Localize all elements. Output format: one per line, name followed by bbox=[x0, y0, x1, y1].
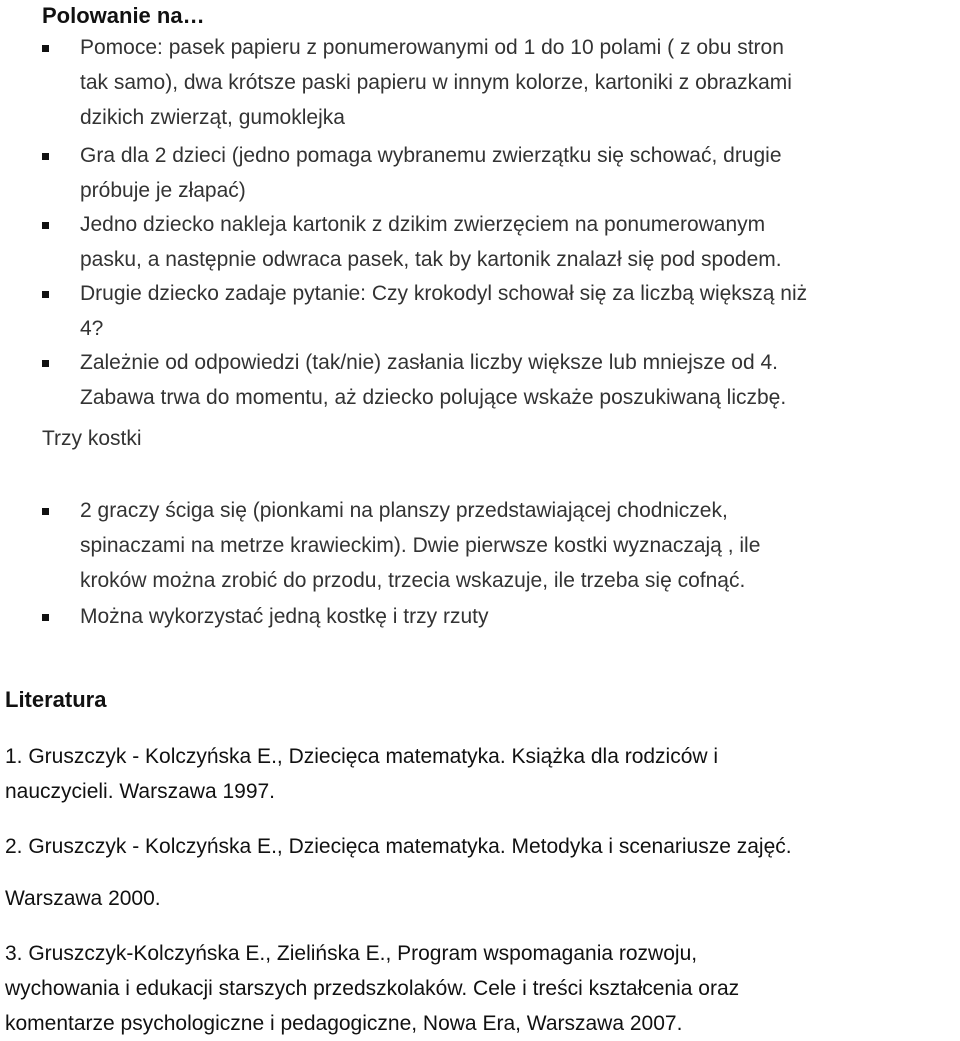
list-item-line: kroków można zrobić do przodu, trzecia wskazuje, ile trzeba się cofnąć. bbox=[80, 569, 746, 592]
literature-line: Warszawa 2000. bbox=[5, 887, 161, 910]
list-item-line: spinaczami na metrze krawieckim). Dwie pierwsze kostki wyznaczają , ile bbox=[80, 534, 761, 557]
list-item-line: 2 graczy ściga się (pionkami na planszy przedstawiającej chodniczek, bbox=[80, 499, 728, 522]
section-title-literatura: Literatura bbox=[5, 687, 107, 712]
list-item-line: próbuje je złapać) bbox=[80, 179, 246, 202]
literature-line: nauczycieli. Warszawa 1997. bbox=[5, 780, 276, 803]
square-bullet-icon bbox=[42, 614, 49, 621]
literature-line: wychowania i edukacji starszych przedszkolaków. Cele i treści kształcenia oraz bbox=[5, 977, 740, 1000]
list-item-line: dzikich zwierząt, gumoklejka bbox=[80, 106, 345, 129]
list-item-line: Gra dla 2 dzieci (jedno pomaga wybranemu zwierzątku się schować, drugie bbox=[80, 144, 782, 167]
square-bullet-icon bbox=[42, 222, 49, 229]
list-item-line: Pomoce: pasek papieru z ponumerowanymi od 1 do 10 polami ( z obu stron bbox=[80, 36, 784, 59]
literature-line: komentarze psychologiczne i pedagogiczne, Nowa Era, Warszawa 2007. bbox=[5, 1012, 683, 1035]
square-bullet-icon bbox=[42, 291, 49, 298]
literature-line: 3. Gruszczyk-Kolczyńska E., Zielińska E., Program wspomagania rozwoju, bbox=[5, 942, 698, 965]
list-item-line: pasku, a następnie odwraca pasek, tak by kartonik znalazł się pod spodem. bbox=[80, 248, 782, 271]
section-title-trzy-kostki: Trzy kostki bbox=[42, 427, 142, 450]
list-item-line: tak samo), dwa krótsze paski papieru w innym kolorze, kartoniki z obrazkami bbox=[80, 71, 792, 94]
square-bullet-icon bbox=[42, 45, 49, 52]
literature-line: 1. Gruszczyk - Kolczyńska E., Dziecięca matematyka. Książka dla rodziców i bbox=[5, 745, 719, 768]
square-bullet-icon bbox=[42, 153, 49, 160]
square-bullet-icon bbox=[42, 508, 49, 515]
list-item-line: Zależnie od odpowiedzi (tak/nie) zasłania liczby większe lub mniejsze od 4. bbox=[80, 351, 779, 374]
list-item-line: Można wykorzystać jedną kostkę i trzy rzuty bbox=[80, 605, 489, 628]
list-item-line: Zabawa trwa do momentu, aż dziecko polujące wskaże poszukiwaną liczbę. bbox=[80, 386, 787, 409]
literature-line: 2. Gruszczyk - Kolczyńska E., Dziecięca matematyka. Metodyka i scenariusze zajęć. bbox=[5, 835, 792, 858]
square-bullet-icon bbox=[42, 360, 49, 367]
list-item-line: Drugie dziecko zadaje pytanie: Czy krokodyl schował się za liczbą większą niż bbox=[80, 282, 808, 305]
section-title-polowanie: Polowanie na… bbox=[42, 3, 205, 28]
list-item-line: 4? bbox=[80, 317, 104, 340]
list-item-line: Jedno dziecko nakleja kartonik z dzikim zwierzęciem na ponumerowanym bbox=[80, 213, 766, 236]
